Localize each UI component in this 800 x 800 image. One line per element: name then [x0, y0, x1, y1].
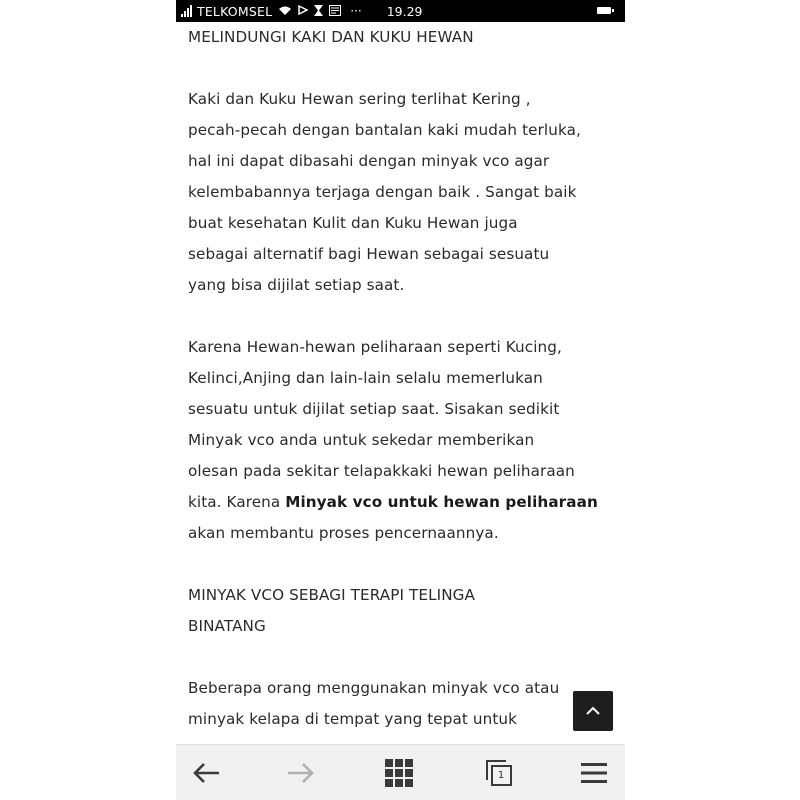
phone-screen	[176, 0, 625, 800]
tabs-icon	[484, 758, 514, 788]
text-line: Kelinci,Anjing dan lain-lain selalu memerlukan	[188, 369, 543, 387]
text-line: sesuatu untuk dijilat setiap saat. Sisakan sedikit	[188, 400, 560, 418]
hourglass-icon	[314, 5, 323, 18]
more-icon: ···	[350, 4, 362, 18]
forward-button[interactable]	[271, 745, 331, 800]
paragraph-2	[188, 332, 618, 549]
text-line: Karena Hewan-hewan peliharaan seperti Kucing,	[188, 338, 562, 356]
text-line: minyak kelapa di tempat yang tepat untuk	[188, 710, 518, 728]
arrow-left-icon	[191, 761, 221, 785]
tabs-count: 1	[497, 769, 505, 781]
paragraph-1	[188, 84, 618, 301]
text-line: buat kesehatan Kulit dan Kuku Hewan juga	[188, 214, 518, 232]
text-line: yang bisa dijilat setiap saat.	[188, 276, 405, 294]
grid-icon	[385, 759, 413, 787]
text-line: olesan pada sekitar telapakkaki hewan peliharaan	[188, 462, 575, 480]
text-line: pecah-pecah dengan bantalan kaki mudah terluka,	[188, 121, 581, 139]
text-line: Kaki dan Kuku Hewan sering terlihat Kering ,	[188, 90, 531, 108]
browser-toolbar	[176, 744, 625, 800]
play-icon	[298, 5, 308, 17]
battery-icon	[597, 7, 611, 14]
message-icon	[329, 5, 341, 18]
status-bar-left	[176, 4, 422, 19]
text-line: hal ini dapat dibasahi dengan minyak vco agar	[188, 152, 550, 170]
scroll-to-top-button[interactable]	[573, 691, 613, 731]
chevron-up-icon	[585, 706, 601, 716]
tabs-button[interactable]	[469, 745, 529, 800]
text-line: akan membantu proses pencernaannya.	[188, 524, 499, 542]
section-heading-2	[188, 580, 618, 642]
carrier-name: TELKOMSEL	[197, 3, 273, 19]
text-line: kelembabannya terjaga dengan baik . Sangat baik	[188, 183, 577, 201]
text-line: Beberapa orang menggunakan minyak vco atau	[188, 679, 560, 697]
article-content	[188, 22, 618, 735]
text-line	[188, 487, 618, 518]
text-segment: kita. Karena	[188, 493, 286, 511]
apps-grid-button[interactable]	[369, 745, 429, 800]
heading-line: MINYAK VCO SEBAGI TERAPI TELINGA	[188, 586, 476, 604]
wifi-icon	[278, 5, 292, 18]
heading-line: BINATANG	[188, 617, 266, 635]
clock: 19.29	[386, 3, 423, 19]
signal-icon	[181, 5, 192, 17]
menu-button[interactable]	[564, 745, 624, 800]
status-bar	[176, 0, 625, 22]
bold-link-text: Minyak vco untuk hewan peliharaan	[285, 493, 598, 511]
hamburger-menu-icon	[581, 762, 607, 784]
arrow-right-icon	[286, 761, 316, 785]
back-button[interactable]	[176, 745, 236, 800]
text-line: sebagai alternatif bagi Hewan sebagai sesuatu	[188, 245, 550, 263]
section-heading: MELINDUNGI KAKI DAN KUKU HEWAN	[188, 28, 474, 46]
text-line: Minyak vco anda untuk sekedar memberikan	[188, 431, 535, 449]
paragraph-3	[188, 673, 618, 735]
